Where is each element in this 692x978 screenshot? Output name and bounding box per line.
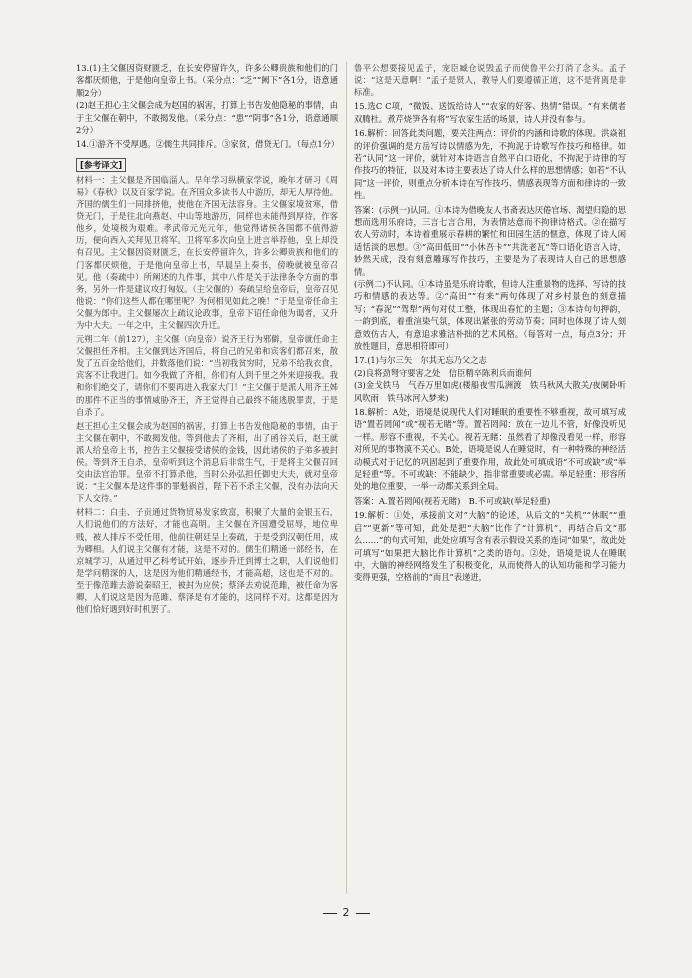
reference-translation-header: [参考译文] bbox=[76, 158, 126, 172]
material-one-paragraph-2: 元朔二年（前127），主父偃（向皇帝）说齐王行为邪僻，皇帝就任命主父偃担任齐相。主父偃到达齐国后，将自己的兄弟和宾客们都召来，散发了五百金给他们，并数落他们说：“当初我贫穷时，兄弟不给我衣食，宾客不让我进门。如今我做了齐相，你们有人到千里之外来迎接我。我和你们绝交了，请你们不要再进入我家大门！”主父偃于是派人用齐王姊的那件不正当的事情威胁齐王，齐王觉得自己最终不能逃脱罪责，于是自杀了。 bbox=[76, 334, 338, 417]
footer-dash-left bbox=[323, 913, 337, 914]
translation-continuation: 鲁平公想要接见孟子，宠臣臧仓说毁孟子而使鲁平公打消了念头。孟子说：“这是天意啊！”孟子是贤人，教导人们要遵循正道，这不是背离是非标准。 bbox=[354, 63, 626, 98]
material-one-paragraph-3: 赵王担心主父偃会成为赵国的祸害，打算上书告发他隐秘的事情，由于主父偃在朝中，不敢揭发他。等到他去了齐相，出了函谷关后，赵王就派人给皇帝上书，控告主父偃接受诸侯的金钱，因此诸侯的子弟多被封侯。等到齐王自杀，皇帝听到这个消息后非常生气，于是将主父偃召回交由法官治罪。皇帝不打算杀他，当时公孙弘担任御史大夫，就对皇帝说：“主父偃本是这件事的罪魁祸首，陛下若不杀主父偃，没有办法向天下人交待。” bbox=[76, 420, 338, 504]
answer-q14: 14.①游齐不受厚遇。②儒生共同排斥。③家贫，借贷无门。（每点1分） bbox=[76, 139, 340, 150]
answer-q18-analysis: 18.解析：A处，语境是说现代人们对睡眠的重要性不够重视，故可填写成语“置若罔闻”或“视若无睹”等。置若罔闻：放在一边儿不管，好像没听见一样。形容不重视，不关心。视若无睹：虽然看了却像没看见一样，形容对所见的事物漠不关心。B处，语境是说人在睡觉时，有一种特殊的神经活动模式对于记忆的巩固起到了重要作用，故此处可填成语“不可或缺”或“举足轻重”等。不可或缺：不能缺少，指非常重要或必需。举足轻重：形容所处的地位重要，一举一动都关系到全局。 bbox=[354, 407, 626, 492]
material-two-paragraph: 材料二：白圭、子贡通过货物贸易发家致富，积聚了大量的金银玉石，人们说他们的方法好，才能也高明。主父偃在齐国遭受屈辱，地位卑贱，被人排斥不受任用，他前往朝廷呈上奏疏，于是受到汉朝任用，成为卿相。人们说主父偃有才能，这是不对的。儒生们精通一部经书，在京城学习，从通过甲乙科考试开始，逐步升迁到博士之职，人们说他们是学问精深的人，这是因为他们精通经书，才能高超，这也是不对的。至于像范雎去游说秦昭王，被封为应侯；蔡泽去劝说范雎，被任命为客卿，人们说这是因为范雎、蔡泽是有才能的，这同样不对。这都是因为他们恰好遇到好时机罢了。 bbox=[76, 507, 338, 615]
footer-dash-right bbox=[356, 913, 370, 914]
answer-q15: 15.选C C项，“微饭、送饭给诗人”“农家的好客、热情”错误。“有来儒者双腾杜。煮芹烧笋各有将”写农家生活的场景，诗人并没有参与。 bbox=[354, 101, 626, 124]
right-column bbox=[354, 62, 626, 586]
answer-q18-answer: 答案：A.置若罔闻(视若无睹) B.不可或缺(举足轻重) bbox=[354, 495, 551, 506]
left-column bbox=[76, 62, 338, 617]
column-divider bbox=[346, 62, 347, 894]
material-one-paragraph-1: 材料一：主父偃是齐国临淄人。早年学习纵横家学说，晚年才研习《周易》《春秋》以及百家学说。在齐国众多读书人中游历，却无人厚待他。齐国的儒生们一同排挤他，使他在齐国无法容身。主父偃家境贫寒，借贷无门，于是往北向燕赵、中山等地游历，同样也未能得到厚待，作客他乡，处境极为艰难。孝武帝元光元年，他觉得诸侯各国都不值得游历，便向西入关拜见卫将军。卫将军多次向皇上进言举荐他，皇上却没有召见。主父偃因资财匮乏，在长安停留许久，许多公卿贵族和他们的门客都厌烦他，于是他向皇帝上书，早晨呈上奏书，傍晚就被皇帝召见。他（奏疏中）所阐述的九件事，其中八件是关于法律条令方面的事务，另外一件是建议攻打匈奴。（主父偃的）奏疏呈给皇帝后，皇帝召见他说：“你们这些人都在哪里呢？为何相见如此之晚！”于是皇帝任命主父偃为郎中。主父偃屡次上疏议论政事，皇帝下诏任命他为谒者，又升为中大夫。一年之中，主父偃四次升迁。 bbox=[76, 174, 338, 330]
page-footer bbox=[0, 906, 692, 919]
answer-q16-analysis: 16.解析：回答此类问题，要关注两点：评价的内涵和诗歌的体现。洪焱祖的评价强调的是方岳写诗以情感为先，不拘泥于诗歌写作技巧和格律。如若“认同”这一评价，就针对本诗语言自然平白口语化，不拘泥于诗律的写作技巧的特征，以及对本诗主要表达了诗人什么样的思想情感；如若“不认同”这一评价，则重点分析本诗在写作技巧、情感表现等方面和律诗的一致性。 bbox=[354, 128, 626, 201]
answer-q17: 17.(1)与尔三矢 尔其无忘乃父之志 (2)良将劲弩守要害之处 信臣精卒陈利兵而谁何 (3)金戈铁马 气吞万里如虎(楼船夜雪瓜洲渡 铁马秋风大散关/夜阑卧听风吹雨 铁马冰河入梦来) bbox=[354, 355, 626, 403]
page-number: 2 bbox=[342, 906, 350, 919]
answer-q13: 13.(1)主父偃因资财匮乏，在长安停留许久，许多公卿贵族和他们的门客都厌烦他，于是他向皇帝上书。（采分点：“乏”“阙下”各1分，语意通顺2分） (2)赵王担心主父偃会成为赵国的祸害，打算上书告发他隐秘的事情，由于主父偃在朝中，不敢揭发他。（采分点：“患”“阴事”各1分，语意通顺2分） bbox=[76, 63, 338, 136]
answer-q19-analysis: 19.解析：①处，承接前文对“大脑”的论述，从后文的“关机”“休眠”“重启”“更新”等可知，此处是把“大脑”比作了“计算机”，再结合后文“那么……”的句式可知，此处应填写含有表示假设关系的连词“如果”，故此处可填写“如果把大脑比作计算机”之类的语句。②处，语境是说人在睡眠中，大脑的神经网络发生了积极变化，从而使得人的认知功能和学习能力变得更强，空格前的“而且”表递进， bbox=[354, 510, 626, 583]
answer-q16-answer: 答案：(示例一)认同。①本诗为借晚友人书斋表达厌倦官场、渴望归隐的思想而选用乐府诗，三言七言合用，为表情达意而不拘律诗格式。②在描写农人劳动时，本诗着重展示春耕的繁忙和田园生活的惬意，体现了诗人闲适恬淡的思想。③“高田低田”“小休吾卡”“共洗老瓦”等口语化语言入诗，妙然天成，没有刻意雕琢写作技巧，主要是为了表现诗人自己的思想感情。 (示例二)不认同。①本诗虽是乐府诗歌，但诗人注重景物的选择、写诗的技巧和情感的表达等。②“高田”“有来”两句体现了对乡村景色的刻意描写；“春泥”“驾犁”两句对仗工整，体现出春忙的主题；③本诗句句押韵，一韵到底，着重渲染气氛，体现出紧张的劳动节奏；同时也体现了诗人刻意效仿古人，有意追求雅洁朴拙的艺术风格。（每答对一点，每点3分；开放性题目，意思相符即可） bbox=[354, 204, 626, 351]
